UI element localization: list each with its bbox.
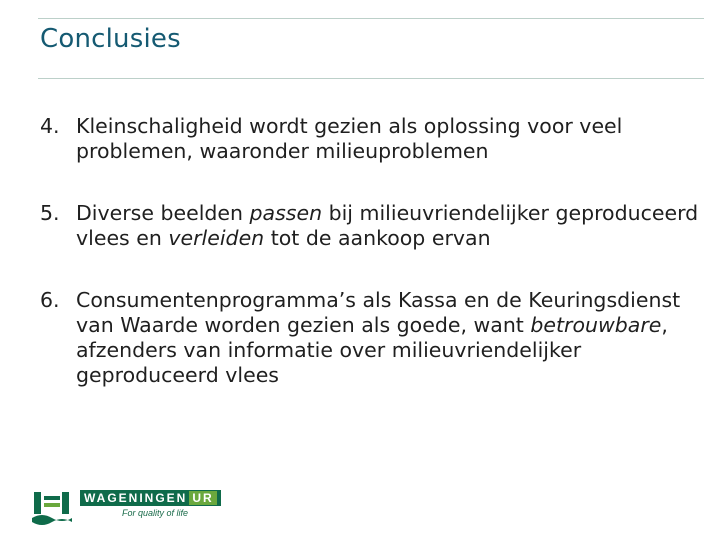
emphasis-text: passen [249, 201, 323, 225]
conclusion-list [40, 114, 700, 388]
emphasis-text: betrouwbare [530, 313, 662, 337]
slide-title: Conclusies [40, 24, 181, 54]
item-number: 6. [40, 288, 60, 312]
conclusion-item-6 [40, 288, 700, 388]
item-number: 5. [40, 201, 60, 225]
conclusion-item-5 [40, 201, 700, 251]
item-number: 4. [40, 114, 60, 138]
title-divider-bottom [38, 78, 704, 79]
logo-tagline: For quality of life [122, 508, 189, 518]
text-segment: Diverse beelden [76, 201, 250, 225]
text-segment: tot de aankoop ervan [264, 226, 491, 250]
emphasis-text: verleiden [168, 226, 265, 250]
item-text [76, 288, 700, 388]
item-text [76, 114, 700, 164]
text-segment: Kleinschaligheid wordt gezien als oplossing voor veel problemen, waaronder milieuproblemen [76, 114, 623, 163]
title-divider-top [38, 18, 704, 19]
text-segment: , afzenders van informatie over milieuvriendelijker geproduceerd vlees [76, 313, 668, 387]
conclusion-item-4 [40, 114, 700, 164]
text-segment: bij milieuvriendelijker geproduceerd vlees en [76, 201, 699, 250]
logo-name: WAGENINGEN [84, 491, 188, 505]
wageningen-logo [30, 490, 230, 530]
text-segment: Consumentenprogramma’s als Kassa en de Keuringsdienst van Waarde worden gezien als goede, want [76, 288, 681, 337]
item-text [76, 201, 700, 251]
logo-suffix: UR [189, 491, 216, 505]
logo-wordmark [80, 490, 221, 506]
wageningen-shield-icon [30, 490, 78, 528]
